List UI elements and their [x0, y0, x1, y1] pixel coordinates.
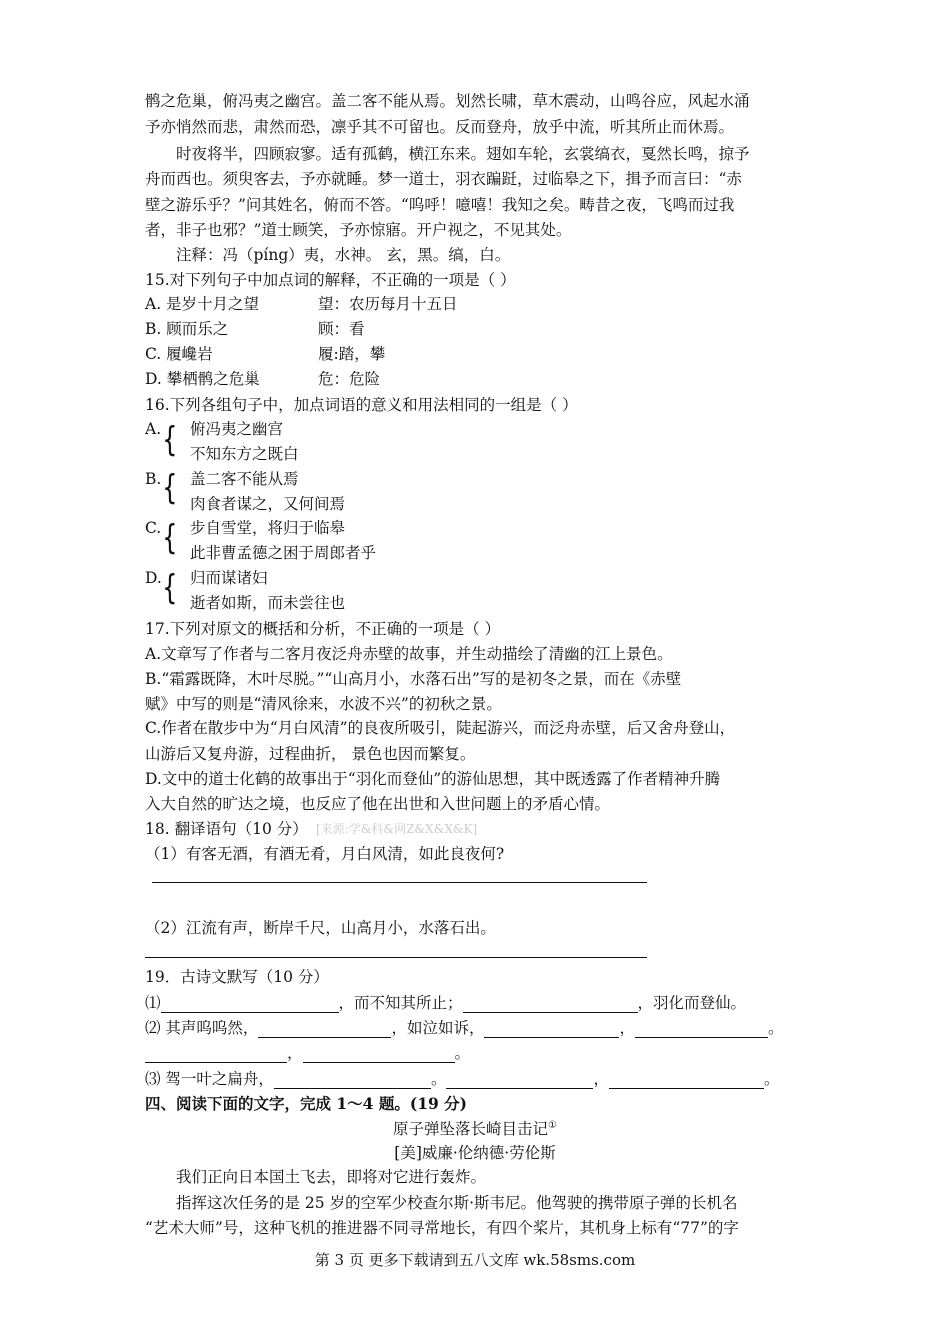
passage-line: 舟而西也。须臾客去，予亦就睡。梦一道士，羽衣蹁跹，过临皋之下，揖予而言曰：“赤	[145, 170, 742, 188]
section-heading: 四、阅读下面的文字，完成 1～4 题。(19 分)	[145, 1094, 467, 1113]
article-title	[0, 1117, 950, 1139]
article-paragraph: 我们正向日本国土飞去，即将对它进行轰炸。	[176, 1168, 487, 1186]
blank[interactable]	[258, 1021, 391, 1038]
q19-line-4	[145, 1069, 779, 1089]
q16-a-sentence-1: 俯冯夷之幽宫	[190, 420, 284, 438]
blank[interactable]	[446, 1072, 593, 1089]
footnote-marker: ①	[548, 1119, 557, 1131]
q16-b-sentence-2: 肉食者谋之，又何间焉	[190, 495, 346, 513]
q19-text: ，而不知其所止；	[338, 994, 463, 1012]
q17-line: B.“霜露既降，木叶尽脱。”“山高月小，水落石出”写的是初冬之景，而在《赤壁	[145, 670, 682, 688]
q17-stem: 17.下列对原文的概括和分析，不正确的一项是（ ）	[145, 620, 501, 638]
q19-text: ，如泣如诉，	[391, 1019, 485, 1037]
q16-d-sentence-1: 归而谋诸妇	[190, 569, 268, 587]
q19-stem: 19．古诗文默写（10 分）	[145, 968, 329, 986]
brace-icon: {	[162, 518, 178, 558]
q16-a-sentence-2: 不知东方之既白	[190, 445, 299, 463]
q19-text: ，	[593, 1070, 609, 1088]
q18-sentence-2: （2）江流有声，断岸千尺，山高月小，水落石出。	[145, 919, 496, 937]
q16-stem: 16.下列各组句子中，加点词语的意义和用法相同的一组是（ ）	[145, 396, 578, 414]
q19-text: 。	[763, 1070, 780, 1088]
answer-line[interactable]	[145, 957, 647, 958]
q15-stem: 15.对下列句子中加点词的解释，不正确的一项是（ ）	[145, 271, 516, 289]
blank[interactable]	[274, 1072, 431, 1089]
q19-text: 。	[430, 1070, 447, 1088]
q19-line-2	[145, 1018, 783, 1038]
q16-b-sentence-1: 盖二客不能从焉	[190, 470, 299, 488]
watermark-text: [来源:学&科&网Z&X&X&K]	[316, 822, 478, 836]
blank[interactable]	[161, 996, 339, 1013]
q16-c-sentence-2: 此非曹孟德之困于周郎者乎	[190, 544, 377, 562]
q17-line: C.作者在散步中为“月白风清”的良夜所吸引，陡起游兴，而泛舟赤壁，后又舍舟登山，	[145, 719, 736, 737]
q16-c-sentence-1: 步自雪堂，将归于临皋	[190, 519, 346, 537]
passage-line: 者，非子也邪？”道士顾笑，予亦惊寤。开户视之，不见其处。	[145, 221, 572, 239]
passage-line: 时夜将半，四顾寂寥。适有孤鹤，横江东来。翅如车轮，玄裳缟衣，戛然长鸣，掠予	[176, 145, 750, 163]
q19-text: 。	[454, 1044, 471, 1062]
page-footer: 第 3 页 更多下载请到五八文库 wk.58sms.com	[314, 1251, 636, 1269]
q15-option-b: B. 顾而乐之	[145, 320, 229, 338]
blank[interactable]	[484, 1021, 619, 1038]
q19-text: ⑵ 其声呜呜然，	[145, 1019, 259, 1037]
q15-option-d: D. 攀栖鹘之危巢	[145, 370, 260, 388]
q17-line: 入大自然的旷达之境，也反应了他在出世和入世问题上的矛盾心情。	[145, 795, 611, 813]
q18-sentence-1: （1）有客无酒，有酒无肴，月白风清，如此良夜何?	[145, 845, 505, 863]
article-title-text: 原子弹坠落长崎目击记	[393, 1120, 549, 1138]
q19-text: 。	[767, 1019, 784, 1037]
blank[interactable]	[635, 1021, 768, 1038]
passage-line: 鹘之危巢，俯冯夷之幽宫。盖二客不能从焉。划然长啸，草木震动，山鸣谷应，风起水涌	[145, 92, 750, 110]
q19-text: ，羽化而登仙。	[637, 994, 747, 1012]
q16-letter-b: B.	[145, 470, 162, 488]
q19-num: ⑴	[145, 994, 161, 1012]
q18-stem: 18. 翻译语句（10 分）	[145, 820, 308, 838]
q15-option-d-explain: 危：危险	[318, 370, 381, 388]
brace-icon: {	[162, 568, 178, 608]
q15-option-a: A. 是岁十月之望	[145, 295, 260, 313]
brace-icon: {	[162, 420, 178, 460]
q17-line: 赋》中写的则是“清风徐来，水波不兴”的初秋之景。	[145, 695, 502, 713]
passage-note: 注释：冯（píng）夷，水神。 玄，黑。缟，白。	[176, 246, 511, 264]
q17-line: A.文章写了作者与二客月夜泛舟赤壁的故事，并生动描绘了清幽的江上景色。	[145, 645, 673, 663]
article-paragraph: “艺术大师”号，这种飞机的推进器不同寻常地长，有四个桨片，其机身上标有“77”的字	[145, 1219, 739, 1237]
q15-option-a-explain: 望：农历每月十五日	[318, 295, 458, 313]
q16-letter-a: A.	[145, 420, 162, 438]
q17-line: 山游后又复舟游，过程曲折， 景色也因而繁复。	[145, 745, 476, 763]
q16-d-sentence-2: 逝者如斯，而未尝往也	[190, 594, 346, 612]
q19-text: ，	[287, 1044, 303, 1062]
q19-line-1	[145, 993, 746, 1013]
q15-option-c: C. 履巉岩	[145, 345, 213, 363]
q16-letter-c: C.	[145, 519, 162, 537]
blank[interactable]	[303, 1046, 455, 1063]
q19-text: ，	[619, 1019, 635, 1037]
article-paragraph: 指挥这次任务的是 25 岁的空军少校查尔斯·斯韦尼。他驾驶的携带原子弹的长机名	[176, 1194, 738, 1212]
article-author: [美]威廉·伦纳德·劳伦斯	[394, 1144, 556, 1162]
answer-line[interactable]	[152, 882, 647, 883]
q17-line: D.文中的道士化鹤的故事出于“羽化而登仙”的游仙思想，其中既透露了作者精神升腾	[145, 770, 721, 788]
q16-letter-d: D.	[145, 569, 162, 587]
passage-line: 壁之游乐乎？”问其姓名，俯而不答。“呜呼！噫嘻！我知之矣。畴昔之夜，飞鸣而过我	[145, 196, 735, 214]
blank[interactable]	[609, 1072, 764, 1089]
q19-line-3	[145, 1043, 470, 1063]
q15-option-b-explain: 顾：看	[318, 320, 365, 338]
blank[interactable]	[463, 996, 638, 1013]
q19-text: ⑶ 驾一叶之扁舟，	[145, 1070, 274, 1088]
passage-line: 予亦悄然而悲，肃然而恐，凛乎其不可留也。反而登舟，放乎中流，听其所止而休焉。	[145, 118, 735, 136]
brace-icon: {	[162, 468, 178, 508]
blank[interactable]	[145, 1046, 287, 1063]
q15-option-c-explain: 履:踏，攀	[318, 345, 386, 363]
